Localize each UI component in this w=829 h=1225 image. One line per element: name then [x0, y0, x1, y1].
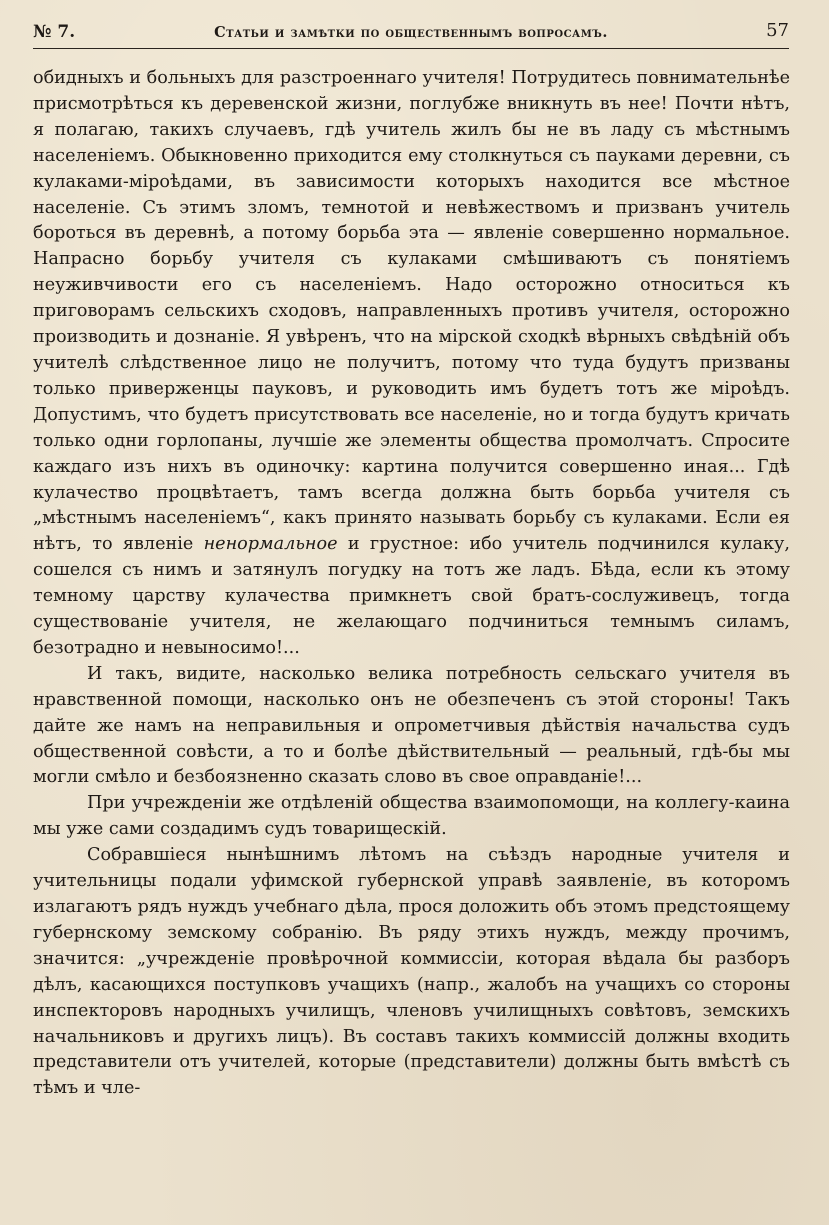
paragraph-4: Собравшіеся нынѣшнимъ лѣтомъ на съѣздъ народные учителя и учительницы подали уфимской губернской управѣ заявленіе, въ которомъ излагаютъ рядъ нуждъ учебнаго дѣла, прося доложить объ этомъ предстоящему губернскому земскому собранію. Въ ряду этихъ нуждъ, между прочимъ, значится: „учрежденіе провѣрочной коммиссіи, которая вѣдала бы разборъ дѣлъ, касающихся поступковъ учащихъ (напр., жалобъ на учащихъ со стороны инспекторовъ народныхъ училищъ, членовъ училищныхъ совѣтовъ, земскихъ начальниковъ и другихъ лицъ). Въ составъ такихъ коммиссій должны входить представители отъ учителей, которые (представители) должны быть вмѣстѣ съ тѣмъ и чле-: [33, 845, 790, 1099]
paragraph-1: [33, 66, 790, 662]
issue-number: № 7.: [33, 22, 76, 42]
running-header: [33, 18, 789, 49]
paragraph-1-text-before: обидныхъ и больныхъ для разстроеннаго учителя! Потрудитесь повнимательнѣе присмотрѣться къ деревенской жизни, поглубже вникнуть въ нее! Почти нѣтъ, я полагаю, такихъ случаевъ, гдѣ учитель жилъ бы не въ ладу съ мѣстнымъ населеніемъ. Обыкновенно приходится ему столкнуться съ пауками деревни, съ кулаками-міроѣдами, въ зависимости которыхъ находится все мѣстное населеніе. Съ этимъ зломъ, темнотой и невѣжествомъ и призванъ учитель бороться въ деревнѣ, а потому борьба эта — явленіе совершенно нормальное. Напрасно борьбу учителя съ кулаками смѣшиваютъ съ понятіемъ неуживчивости его съ населеніемъ. Надо осторожно относиться къ приговорамъ сельскихъ сходовъ, направленныхъ противъ учителя, осторожно производить и дознаніе. Я увѣренъ, что на мірской сходкѣ вѣрныхъ свѣдѣній объ учителѣ слѣдственное лицо не получитъ, потому что туда будутъ призваны только приверженцы пауковъ, и руководить имъ будетъ тотъ же міроѣдъ. Допустимъ, что будетъ присутствовать все населеніе, но и тогда будутъ кричать только одни горлопаны, лучшіе же элементы общества промолчатъ. Спросите каждаго изъ нихъ въ одиночку: картина получится совершенно иная... Гдѣ кулачество процвѣтаетъ, тамъ всегда должна быть борьба учителя съ „мѣстнымъ населеніемъ“, какъ принято называть борьбу съ кулаками. Если ея нѣтъ, то явленіе: [33, 68, 790, 555]
emphasized-word: ненормальное: [203, 534, 338, 555]
body-text: [33, 66, 790, 1102]
running-title: Статьи и замѣтки по общественнымъ вопросамъ.: [214, 24, 608, 41]
paragraph-3: При учрежденіи же отдѣленій общества взаимопомощи, на коллегу-каина мы уже сами создадимъ судъ товарищескій.: [33, 793, 790, 840]
page-number: 57: [766, 20, 789, 41]
paragraph-1-text-after: и грустное: ибо учитель подчинился кулаку, сошелся съ нимъ и затянулъ погудку на тотъ же ладъ. Бѣда, если къ этому темному царству кулачества примкнетъ свой братъ-сослуживецъ, тогда существованіе учителя, не желающаго подчиниться темнымъ силамъ, безотрадно и невыносимо!...: [33, 534, 790, 658]
paragraph-2: И такъ, видите, насколько велика потребность сельскаго учителя въ нравственной помощи, насколько онъ не обезпеченъ съ этой стороны! Такъ дайте же намъ на неправильныя и опрометчивыя дѣйствія начальства судъ общественной совѣсти, а то и болѣе дѣйствительный — реальный, гдѣ-бы мы могли смѣло и безбоязненно сказать слово въ свое оправданіе!...: [33, 663, 790, 788]
